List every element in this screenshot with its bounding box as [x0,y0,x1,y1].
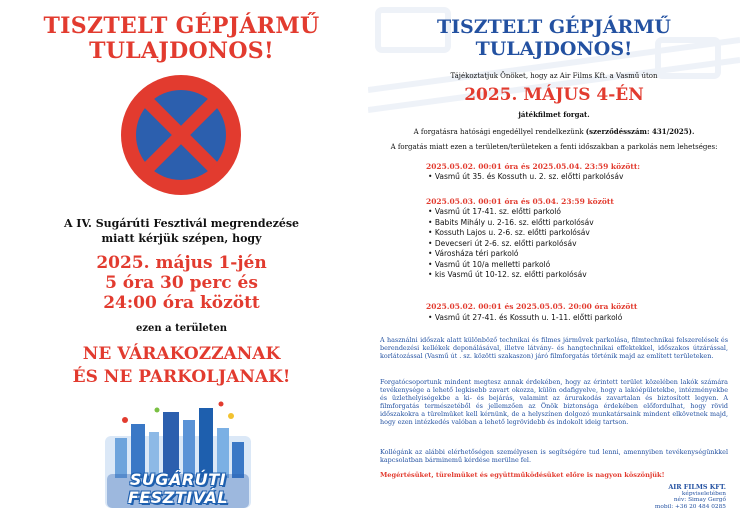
period-2-list [428,207,594,281]
period-1-list [428,172,623,183]
restriction-text: A forgatás miatt ezen a területen/területeken a fenti időszakban a parkolás nem lehetséges: [390,143,718,151]
right-title-line2: TULAJDONOS! [475,38,633,60]
left-title-line1: TISZTELT GÉPJÁRMŰ [43,13,320,39]
period-3-list [428,313,622,324]
list-item: • Városháza téri parkoló [428,249,594,260]
paragraph-2: Forgatócsoportunk mindent megtesz annak érdekében, hogy az érintett terület közelében lakók számára tevékenysége a lehető legkisebb zavart okozza, külön odafigyelve, hogy a lakóépületekbe, intézményekbe és üzlethelyiségekbe a ki- és bejárás, valamint az árurakodás zavartalan és biztosított legyen. A filmforgatás természetéből és jellemzően az Önök biztonsága érdekében előfordulhat, hogy rövid időszakokra a türelmüket kell kérnünk, de a helyszínen dolgozó munkatársaink mindent elkövetnek majd, hogy ezen intézkedés valóban a lehető legrövidebb és indokolt ideig tartson. [380,378,728,427]
date-line1: 2025. május 1-jén [96,253,267,273]
right-title-line1: TISZTELT GÉPJÁRMŰ [437,16,671,38]
list-item: • Babits Mihály u. 2-16. sz. előtti parkolósáv [428,218,594,229]
logo-word2: FESZTIVÁL [127,488,229,507]
list-item: • Vasmű út 17-41. sz. előtti parkoló [428,207,594,218]
period-1: 2025.05.02. 00:01 óra és 2025.05.04. 23:59 között: [426,162,641,171]
signature-phone: mobil: +36 20 484 0285 [654,503,726,510]
list-item: • Kossuth Lajos u. 2-6. sz. előtti parkolósáv [428,228,594,239]
date-line3: 24:00 óra között [103,293,260,313]
festival-poster [0,0,363,522]
period-3: 2025.05.02. 00:01 és 2025.05.05. 20:00 óra között [426,302,638,311]
list-item: • Vasmű út 27-41. és Kossuth u. 1-11. előtti parkoló [428,313,622,324]
signature-role: képviseletében [681,490,726,497]
intro-line1: A IV. Sugárúti Fesztivál megrendezése [63,217,300,230]
filming-notice [368,0,740,522]
date-line2: 5 óra 30 perc és [105,273,258,293]
signature-company: AIR FILMS KFT. [668,483,726,491]
notice-intro: Tájékoztatjuk Önöket, hogy az Air Films Kft. a Vasmű úton [450,72,658,80]
list-item: • Devecseri út 2-6. sz. előtti parkolósáv [428,239,594,250]
paragraph-1: A használni időszak alatt különböző technikai és filmes járművek parkolása, filmtechnikai felszerelések és berendezési kellékek deponálásával, illetve látvány- és hangtechnikai effektekkel, időszakos útzárással, korlátozással (Vasmű út . sz. közötti szakaszon) járó filmforgatás történik majd az említett területeken. [380,336,728,361]
filming-date-sub: játékfilmet forgat. [518,110,590,119]
list-item: • kis Vasmű út 10-12. sz. előtti parkolósáv [428,270,594,281]
list-item: • Vasmű út 10/a melletti parkoló [428,260,594,271]
thanks-text: Megértésüket, türelmüket és együttműködésüket előre is nagyon köszönjük! [380,471,665,479]
area-text: ezen a területen [135,323,228,334]
permit-prefix: A forgatásra hatósági engedéllyel rendelkezünk [413,128,586,136]
festival-logo [101,398,255,510]
permit-number: (szerződésszám: 431/2025). [585,127,695,136]
warning-line1: NE VÁRAKOZZANAK [82,344,281,364]
paragraph-3: Kollégánk az alábbi elérhetőségen személyesen is segítségére tud lenni, amennyiben tevékenységünkkel kapcsolatban bárminemű kérdése merülne fel. [380,448,728,465]
period-2: 2025.05.03. 00:01 óra és 05.04. 23:59 között [426,197,614,206]
intro-line2: miatt kérjük szépen, hogy [101,232,262,245]
signature-name: név: Simay Gergő [673,497,726,504]
signature-block [655,484,726,510]
warning-line2: ÉS NE PARKOLJANAK! [72,367,291,387]
permit-text [380,127,728,137]
logo-word1: SUGÁRÚTI [129,470,227,489]
no-stopping-sign-icon [119,73,243,197]
list-item: • Vasmű út 35. és Kossuth u. 2. sz. előtti parkolósáv [428,172,623,183]
filming-date: 2025. MÁJUS 4-ÉN [464,85,644,105]
left-title-line2: TULAJDONOS! [89,38,274,64]
